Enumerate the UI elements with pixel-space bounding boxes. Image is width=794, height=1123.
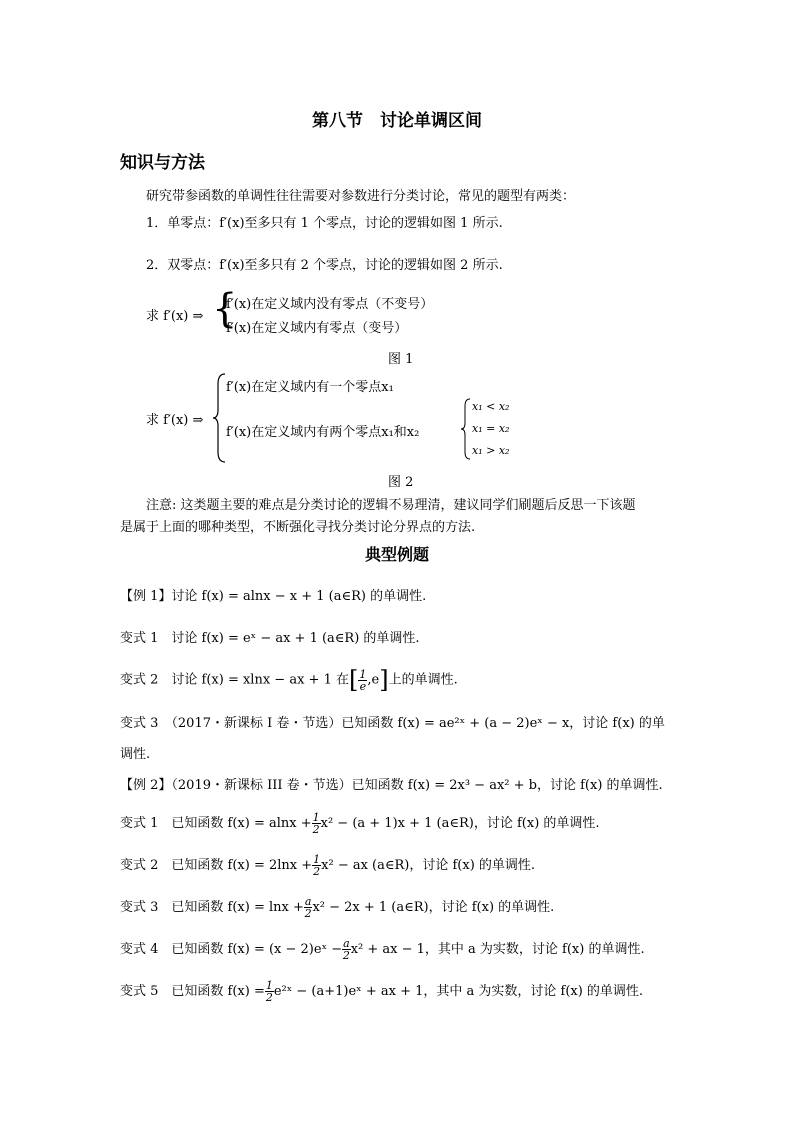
variant-1-3-line-1: 变式 3 （2017・新课标 I 卷・节选）已知函数 f(x) = ae²ˣ + (a − 2)eˣ − x，讨论 f(x) 的单	[120, 716, 665, 731]
fig1-lhs: 求 f′(x) ⇒	[146, 309, 204, 324]
fraction-one-half: $\frac{1}{2}$	[312, 811, 320, 836]
example-1: 【例 1】讨论 f(x) = alnx − x + 1 (a∈R) 的单调性.	[120, 589, 427, 604]
right-bracket: ]	[379, 666, 389, 694]
fraction-1-over-e: $\frac{1}{e}$	[359, 667, 367, 693]
variant-2-3: 变式 3 已知函数 f(x) = lnx + $\frac{a}{2}$ x² − 2x + 1 (a∈R)，讨论 f(x) 的单调性.	[120, 895, 555, 920]
variant-1-2	[120, 668, 458, 692]
fraction-a-half: $\frac{a}{2}$	[342, 937, 350, 962]
fig2-caption: 图 2	[388, 475, 414, 490]
variant-1-2-text-c: 上的单调性.	[388, 672, 458, 688]
note-line-1: 注意: 这类题主要的难点是分类讨论的逻辑不易理清，建议同学们刷题后反思一下该题	[146, 498, 636, 513]
fig1-brace: {	[212, 286, 238, 332]
variant-1-2-text-a: 变式 2 讨论 f(x) = xlnx − ax + 1 在	[120, 672, 349, 688]
fig1-case1: f′(x)在定义域内没有零点（不变号）	[226, 297, 434, 312]
variant-1-1: 变式 1 讨论 f(x) = eˣ − ax + 1 (a∈R) 的单调性.	[120, 631, 420, 646]
fig2-case1: f′(x)在定义域内有一个零点x₁	[226, 380, 394, 395]
section-heading-knowledge: 知识与方法	[120, 153, 205, 173]
note-line-2: 是属于上面的哪种类型，不断强化寻找分类讨论分界点的方法.	[120, 520, 476, 535]
fraction-one-half: $\frac{1}{2}$	[313, 853, 321, 878]
variant-2-2: 变式 2 已知函数 f(x) = 2lnx + $\frac{1}{2}$ x² − ax (a∈R)，讨论 f(x) 的单调性.	[120, 853, 536, 878]
fig2-case2: f′(x)在定义域内有两个零点x₁和x₂	[226, 425, 420, 440]
variant-2-1: 变式 1 已知函数 f(x) = alnx + $\frac{1}{2}$ x² − (a + 1)x + 1 (a∈R)，讨论 f(x) 的单调性.	[120, 811, 600, 836]
fig2-sub2: x₁ = x₂	[472, 422, 510, 435]
fig2-lhs: 求 f′(x) ⇒	[146, 413, 204, 428]
variant-2-5: 变式 5 已知函数 f(x) = $\frac{1}{2}$ e²ˣ − (a+1)eˣ + ax + 1，其中 a 为实数，讨论 f(x) 的单调性.	[120, 979, 644, 1004]
variant-1-2-text-b: ,e	[367, 672, 380, 688]
item-single-zero: 1．单零点：f′(x)至多只有 1 个零点，讨论的逻辑如图 1 所示.	[146, 216, 503, 231]
fig1-case2: f′(x)在定义域内有零点（变号）	[226, 321, 408, 336]
left-bracket: [	[348, 666, 359, 694]
fig1-caption: 图 1	[388, 352, 414, 367]
fig2-sub-brace	[460, 398, 472, 460]
intro-text: 研究带参函数的单调性往往需要对参数进行分类讨论，常见的题型有两类：	[146, 189, 576, 204]
page-title: 第八节 讨论单调区间	[312, 111, 482, 131]
fig2-sub1: x₁ < x₂	[472, 400, 510, 413]
fig2-sub3: x₁ > x₂	[472, 444, 510, 457]
fraction-a-half: $\frac{a}{2}$	[304, 895, 312, 920]
variant-1-3-line-2: 调性.	[120, 747, 151, 762]
example-2: 【例 2】（2019・新课标 III 卷・节选）已知函数 f(x) = 2x³ − ax² + b，讨论 f(x) 的单调性.	[120, 778, 663, 793]
variant-2-4: 变式 4 已知函数 f(x) = (x − 2)eˣ − $\frac{a}{2}$ x² + ax − 1，其中 a 为实数，讨论 f(x) 的单调性.	[120, 937, 645, 962]
fraction-one-half: $\frac{1}{2}$	[265, 979, 273, 1004]
item-double-zero: 2．双零点：f′(x)至多只有 2 个零点，讨论的逻辑如图 2 所示.	[146, 258, 503, 273]
section-heading-examples: 典型例题	[364, 545, 429, 564]
